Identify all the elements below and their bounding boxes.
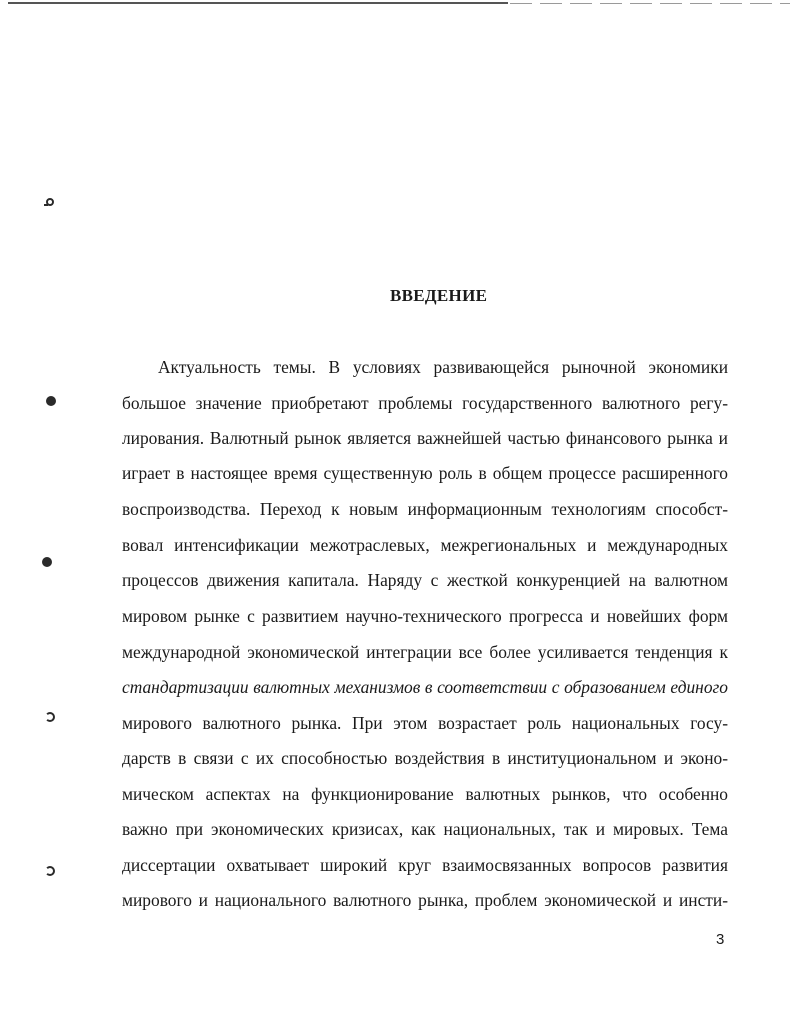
scan-hole-mark: [45, 712, 55, 722]
body-line: мирового и национального валютного рынка, проблем экономической и инсти-: [122, 890, 728, 910]
body-line: большое значение приобретают проблемы государственного валютного регу-: [122, 393, 728, 413]
scan-hole-mark: [42, 557, 52, 567]
body-line: Актуальность темы. В условиях развивающейся рыночной экономики: [158, 357, 728, 377]
scan-hole-mark: [46, 198, 54, 206]
page-number: 3: [716, 931, 725, 948]
body-line: дарств в связи с их способностью воздействия в институциональном и эконо-: [122, 748, 728, 768]
scan-top-border: [8, 2, 508, 4]
body-line: играет в настоящее время существенную роль в общем процессе расширенного: [122, 463, 728, 483]
body-line: диссертации охватывает широкий круг взаимосвязанных вопросов развития: [122, 855, 728, 875]
scan-hole-mark: [46, 396, 56, 406]
body-line: лирования. Валютный рынок является важнейшей частью финансового рынка и: [122, 428, 728, 448]
scan-top-border-faint: [510, 3, 790, 4]
body-line: стандартизации валютных механизмов в соответствии с образованием единого: [122, 677, 728, 697]
body-line: мировом рынке с развитием научно-технического прогресса и новейших форм: [122, 606, 728, 626]
body-line: вовал интенсификации межотраслевых, межрегиональных и международных: [122, 535, 728, 555]
body-line: международной экономической интеграции все более усиливается тенденция к: [122, 642, 728, 662]
section-heading: ВВЕДЕНИЕ: [390, 286, 488, 305]
body-line: воспроизводства. Переход к новым информационным технологиям способст-: [122, 499, 728, 519]
scan-hole-mark: [45, 866, 55, 876]
body-line: важно при экономических кризисах, как национальных, так и мировых. Тема: [122, 819, 728, 839]
body-line: процессов движения капитала. Наряду с жесткой конкуренцией на валютном: [122, 570, 728, 590]
body-line: мирового валютного рынка. При этом возрастает роль национальных госу-: [122, 713, 728, 733]
body-line: мическом аспектах на функционирование валютных рынков, что особенно: [122, 784, 728, 804]
